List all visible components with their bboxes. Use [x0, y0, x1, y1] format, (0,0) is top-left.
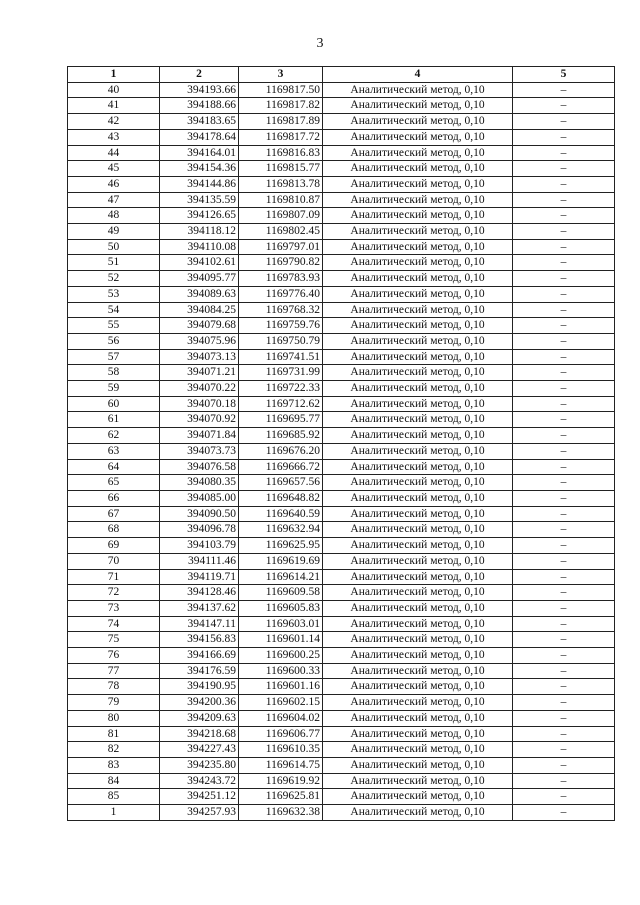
note-cell: –: [513, 192, 615, 208]
point-number-cell: 83: [68, 757, 160, 773]
method-cell: Аналитический метод, 0,10: [323, 538, 513, 554]
point-number-cell: 73: [68, 600, 160, 616]
note-cell: –: [513, 475, 615, 491]
table-row: [68, 239, 615, 255]
point-number-cell: 45: [68, 161, 160, 177]
column-header: 5: [513, 67, 615, 83]
table-row: [68, 553, 615, 569]
y-coordinate-cell: 1169768.32: [239, 302, 323, 318]
table-row: [68, 695, 615, 711]
point-number-cell: 85: [68, 789, 160, 805]
table-row: [68, 475, 615, 491]
method-cell: Аналитический метод, 0,10: [323, 773, 513, 789]
x-coordinate-cell: 394166.69: [160, 648, 239, 664]
method-cell: Аналитический метод, 0,10: [323, 286, 513, 302]
x-coordinate-cell: 394070.22: [160, 381, 239, 397]
table-row: [68, 412, 615, 428]
x-coordinate-cell: 394119.71: [160, 569, 239, 585]
x-coordinate-cell: 394178.64: [160, 129, 239, 145]
table-row: [68, 161, 615, 177]
column-header: 3: [239, 67, 323, 83]
x-coordinate-cell: 394075.96: [160, 333, 239, 349]
method-cell: Аналитический метод, 0,10: [323, 695, 513, 711]
point-number-cell: 67: [68, 506, 160, 522]
y-coordinate-cell: 1169802.45: [239, 224, 323, 240]
x-coordinate-cell: 394176.59: [160, 663, 239, 679]
x-coordinate-cell: 394243.72: [160, 773, 239, 789]
column-header: 1: [68, 67, 160, 83]
note-cell: –: [513, 742, 615, 758]
note-cell: –: [513, 412, 615, 428]
note-cell: –: [513, 176, 615, 192]
method-cell: Аналитический метод, 0,10: [323, 632, 513, 648]
method-cell: Аналитический метод, 0,10: [323, 710, 513, 726]
x-coordinate-cell: 394090.50: [160, 506, 239, 522]
point-number-cell: 58: [68, 365, 160, 381]
y-coordinate-cell: 1169603.01: [239, 616, 323, 632]
point-number-cell: 47: [68, 192, 160, 208]
table-row: [68, 82, 615, 98]
note-cell: –: [513, 208, 615, 224]
x-coordinate-cell: 394128.46: [160, 585, 239, 601]
method-cell: Аналитический метод, 0,10: [323, 663, 513, 679]
table-row: [68, 789, 615, 805]
note-cell: –: [513, 114, 615, 130]
table-row: [68, 145, 615, 161]
table-row: [68, 663, 615, 679]
point-number-cell: 77: [68, 663, 160, 679]
y-coordinate-cell: 1169722.33: [239, 381, 323, 397]
table-row: [68, 333, 615, 349]
note-cell: –: [513, 506, 615, 522]
note-cell: –: [513, 679, 615, 695]
point-number-cell: 57: [68, 349, 160, 365]
point-number-cell: 75: [68, 632, 160, 648]
method-cell: Аналитический метод, 0,10: [323, 208, 513, 224]
y-coordinate-cell: 1169605.83: [239, 600, 323, 616]
point-number-cell: 63: [68, 443, 160, 459]
table-row: [68, 648, 615, 664]
y-coordinate-cell: 1169685.92: [239, 428, 323, 444]
x-coordinate-cell: 394235.80: [160, 757, 239, 773]
method-cell: Аналитический метод, 0,10: [323, 333, 513, 349]
method-cell: Аналитический метод, 0,10: [323, 490, 513, 506]
note-cell: –: [513, 302, 615, 318]
method-cell: Аналитический метод, 0,10: [323, 443, 513, 459]
point-number-cell: 70: [68, 553, 160, 569]
x-coordinate-cell: 394103.79: [160, 538, 239, 554]
method-cell: Аналитический метод, 0,10: [323, 616, 513, 632]
y-coordinate-cell: 1169632.38: [239, 805, 323, 821]
point-number-cell: 65: [68, 475, 160, 491]
x-coordinate-cell: 394135.59: [160, 192, 239, 208]
method-cell: Аналитический метод, 0,10: [323, 522, 513, 538]
method-cell: Аналитический метод, 0,10: [323, 192, 513, 208]
x-coordinate-cell: 394080.35: [160, 475, 239, 491]
method-cell: Аналитический метод, 0,10: [323, 428, 513, 444]
note-cell: –: [513, 365, 615, 381]
point-number-cell: 52: [68, 271, 160, 287]
y-coordinate-cell: 1169606.77: [239, 726, 323, 742]
method-cell: Аналитический метод, 0,10: [323, 161, 513, 177]
table-row: [68, 381, 615, 397]
point-number-cell: 66: [68, 490, 160, 506]
x-coordinate-cell: 394227.43: [160, 742, 239, 758]
point-number-cell: 69: [68, 538, 160, 554]
table-row: [68, 428, 615, 444]
method-cell: Аналитический метод, 0,10: [323, 648, 513, 664]
x-coordinate-cell: 394084.25: [160, 302, 239, 318]
point-number-cell: 54: [68, 302, 160, 318]
point-number-cell: 71: [68, 569, 160, 585]
method-cell: Аналитический метод, 0,10: [323, 726, 513, 742]
x-coordinate-cell: 394070.18: [160, 396, 239, 412]
coordinates-table: [67, 66, 615, 821]
point-number-cell: 60: [68, 396, 160, 412]
table-row: [68, 805, 615, 821]
method-cell: Аналитический метод, 0,10: [323, 585, 513, 601]
y-coordinate-cell: 1169813.78: [239, 176, 323, 192]
note-cell: –: [513, 459, 615, 475]
y-coordinate-cell: 1169625.95: [239, 538, 323, 554]
x-coordinate-cell: 394118.12: [160, 224, 239, 240]
point-number-cell: 68: [68, 522, 160, 538]
table-row: [68, 129, 615, 145]
table-row: [68, 600, 615, 616]
x-coordinate-cell: 394154.36: [160, 161, 239, 177]
note-cell: –: [513, 145, 615, 161]
y-coordinate-cell: 1169817.72: [239, 129, 323, 145]
method-cell: Аналитический метод, 0,10: [323, 805, 513, 821]
point-number-cell: 79: [68, 695, 160, 711]
method-cell: Аналитический метод, 0,10: [323, 271, 513, 287]
x-coordinate-cell: 394218.68: [160, 726, 239, 742]
method-cell: Аналитический метод, 0,10: [323, 145, 513, 161]
point-number-cell: 55: [68, 318, 160, 334]
y-coordinate-cell: 1169648.82: [239, 490, 323, 506]
table-row: [68, 208, 615, 224]
y-coordinate-cell: 1169632.94: [239, 522, 323, 538]
method-cell: Аналитический метод, 0,10: [323, 789, 513, 805]
point-number-cell: 81: [68, 726, 160, 742]
method-cell: Аналитический метод, 0,10: [323, 349, 513, 365]
y-coordinate-cell: 1169817.50: [239, 82, 323, 98]
method-cell: Аналитический метод, 0,10: [323, 553, 513, 569]
method-cell: Аналитический метод, 0,10: [323, 679, 513, 695]
y-coordinate-cell: 1169783.93: [239, 271, 323, 287]
table-row: [68, 710, 615, 726]
table-row: [68, 726, 615, 742]
y-coordinate-cell: 1169602.15: [239, 695, 323, 711]
x-coordinate-cell: 394209.63: [160, 710, 239, 726]
table-row: [68, 742, 615, 758]
note-cell: –: [513, 271, 615, 287]
y-coordinate-cell: 1169600.25: [239, 648, 323, 664]
method-cell: Аналитический метод, 0,10: [323, 318, 513, 334]
table-row: [68, 349, 615, 365]
method-cell: Аналитический метод, 0,10: [323, 381, 513, 397]
point-number-cell: 61: [68, 412, 160, 428]
table-row: [68, 443, 615, 459]
x-coordinate-cell: 394137.62: [160, 600, 239, 616]
note-cell: –: [513, 695, 615, 711]
method-cell: Аналитический метод, 0,10: [323, 396, 513, 412]
note-cell: –: [513, 349, 615, 365]
method-cell: Аналитический метод, 0,10: [323, 600, 513, 616]
note-cell: –: [513, 381, 615, 397]
table-row: [68, 522, 615, 538]
point-number-cell: 49: [68, 224, 160, 240]
note-cell: –: [513, 286, 615, 302]
x-coordinate-cell: 394111.46: [160, 553, 239, 569]
x-coordinate-cell: 394076.58: [160, 459, 239, 475]
y-coordinate-cell: 1169797.01: [239, 239, 323, 255]
y-coordinate-cell: 1169600.33: [239, 663, 323, 679]
method-cell: Аналитический метод, 0,10: [323, 757, 513, 773]
method-cell: Аналитический метод, 0,10: [323, 459, 513, 475]
note-cell: –: [513, 663, 615, 679]
point-number-cell: 76: [68, 648, 160, 664]
table-row: [68, 302, 615, 318]
x-coordinate-cell: 394200.36: [160, 695, 239, 711]
y-coordinate-cell: 1169619.69: [239, 553, 323, 569]
y-coordinate-cell: 1169712.62: [239, 396, 323, 412]
point-number-cell: 74: [68, 616, 160, 632]
method-cell: Аналитический метод, 0,10: [323, 176, 513, 192]
table-body: [68, 82, 615, 820]
x-coordinate-cell: 394251.12: [160, 789, 239, 805]
note-cell: –: [513, 82, 615, 98]
x-coordinate-cell: 394183.65: [160, 114, 239, 130]
x-coordinate-cell: 394147.11: [160, 616, 239, 632]
x-coordinate-cell: 394085.00: [160, 490, 239, 506]
y-coordinate-cell: 1169609.58: [239, 585, 323, 601]
y-coordinate-cell: 1169790.82: [239, 255, 323, 271]
method-cell: Аналитический метод, 0,10: [323, 412, 513, 428]
note-cell: –: [513, 538, 615, 554]
point-number-cell: 62: [68, 428, 160, 444]
table-row: [68, 114, 615, 130]
x-coordinate-cell: 394156.83: [160, 632, 239, 648]
column-header: 4: [323, 67, 513, 83]
point-number-cell: 42: [68, 114, 160, 130]
point-number-cell: 78: [68, 679, 160, 695]
method-cell: Аналитический метод, 0,10: [323, 224, 513, 240]
table-row: [68, 396, 615, 412]
x-coordinate-cell: 394071.21: [160, 365, 239, 381]
y-coordinate-cell: 1169640.59: [239, 506, 323, 522]
point-number-cell: 46: [68, 176, 160, 192]
x-coordinate-cell: 394073.13: [160, 349, 239, 365]
page-number: 3: [316, 36, 324, 51]
note-cell: –: [513, 224, 615, 240]
point-number-cell: 41: [68, 98, 160, 114]
method-cell: Аналитический метод, 0,10: [323, 239, 513, 255]
method-cell: Аналитический метод, 0,10: [323, 506, 513, 522]
point-number-cell: 80: [68, 710, 160, 726]
note-cell: –: [513, 616, 615, 632]
y-coordinate-cell: 1169614.75: [239, 757, 323, 773]
point-number-cell: 43: [68, 129, 160, 145]
table-row: [68, 632, 615, 648]
table-row: [68, 365, 615, 381]
method-cell: Аналитический метод, 0,10: [323, 302, 513, 318]
note-cell: –: [513, 553, 615, 569]
x-coordinate-cell: 394089.63: [160, 286, 239, 302]
note-cell: –: [513, 710, 615, 726]
x-coordinate-cell: 394102.61: [160, 255, 239, 271]
y-coordinate-cell: 1169619.92: [239, 773, 323, 789]
table-header-row: [68, 67, 615, 83]
y-coordinate-cell: 1169625.81: [239, 789, 323, 805]
x-coordinate-cell: 394257.93: [160, 805, 239, 821]
note-cell: –: [513, 428, 615, 444]
x-coordinate-cell: 394096.78: [160, 522, 239, 538]
note-cell: –: [513, 569, 615, 585]
table-row: [68, 679, 615, 695]
note-cell: –: [513, 522, 615, 538]
y-coordinate-cell: 1169817.89: [239, 114, 323, 130]
note-cell: –: [513, 648, 615, 664]
method-cell: Аналитический метод, 0,10: [323, 569, 513, 585]
y-coordinate-cell: 1169610.35: [239, 742, 323, 758]
point-number-cell: 1: [68, 805, 160, 821]
x-coordinate-cell: 394126.65: [160, 208, 239, 224]
x-coordinate-cell: 394095.77: [160, 271, 239, 287]
table-row: [68, 224, 615, 240]
method-cell: Аналитический метод, 0,10: [323, 365, 513, 381]
table-row: [68, 176, 615, 192]
y-coordinate-cell: 1169810.87: [239, 192, 323, 208]
y-coordinate-cell: 1169604.02: [239, 710, 323, 726]
note-cell: –: [513, 318, 615, 334]
point-number-cell: 72: [68, 585, 160, 601]
note-cell: –: [513, 443, 615, 459]
table-row: [68, 585, 615, 601]
column-header: 2: [160, 67, 239, 83]
y-coordinate-cell: 1169776.40: [239, 286, 323, 302]
table-row: [68, 757, 615, 773]
method-cell: Аналитический метод, 0,10: [323, 255, 513, 271]
note-cell: –: [513, 726, 615, 742]
note-cell: –: [513, 600, 615, 616]
y-coordinate-cell: 1169741.51: [239, 349, 323, 365]
point-number-cell: 59: [68, 381, 160, 397]
x-coordinate-cell: 394073.73: [160, 443, 239, 459]
y-coordinate-cell: 1169816.83: [239, 145, 323, 161]
point-number-cell: 56: [68, 333, 160, 349]
method-cell: Аналитический метод, 0,10: [323, 742, 513, 758]
table-row: [68, 459, 615, 475]
note-cell: –: [513, 632, 615, 648]
note-cell: –: [513, 789, 615, 805]
table-row: [68, 192, 615, 208]
table-row: [68, 271, 615, 287]
table-row: [68, 286, 615, 302]
x-coordinate-cell: 394070.92: [160, 412, 239, 428]
table-row: [68, 318, 615, 334]
y-coordinate-cell: 1169815.77: [239, 161, 323, 177]
y-coordinate-cell: 1169676.20: [239, 443, 323, 459]
point-number-cell: 51: [68, 255, 160, 271]
method-cell: Аналитический метод, 0,10: [323, 114, 513, 130]
table-row: [68, 255, 615, 271]
x-coordinate-cell: 394144.86: [160, 176, 239, 192]
point-number-cell: 50: [68, 239, 160, 255]
y-coordinate-cell: 1169666.72: [239, 459, 323, 475]
table-row: [68, 506, 615, 522]
x-coordinate-cell: 394193.66: [160, 82, 239, 98]
y-coordinate-cell: 1169817.82: [239, 98, 323, 114]
y-coordinate-cell: 1169750.79: [239, 333, 323, 349]
note-cell: –: [513, 239, 615, 255]
x-coordinate-cell: 394190.95: [160, 679, 239, 695]
y-coordinate-cell: 1169759.76: [239, 318, 323, 334]
note-cell: –: [513, 805, 615, 821]
y-coordinate-cell: 1169807.09: [239, 208, 323, 224]
note-cell: –: [513, 585, 615, 601]
point-number-cell: 40: [68, 82, 160, 98]
note-cell: –: [513, 757, 615, 773]
y-coordinate-cell: 1169601.14: [239, 632, 323, 648]
point-number-cell: 44: [68, 145, 160, 161]
method-cell: Аналитический метод, 0,10: [323, 475, 513, 491]
note-cell: –: [513, 161, 615, 177]
y-coordinate-cell: 1169614.21: [239, 569, 323, 585]
note-cell: –: [513, 773, 615, 789]
point-number-cell: 48: [68, 208, 160, 224]
x-coordinate-cell: 394110.08: [160, 239, 239, 255]
x-coordinate-cell: 394188.66: [160, 98, 239, 114]
method-cell: Аналитический метод, 0,10: [323, 82, 513, 98]
method-cell: Аналитический метод, 0,10: [323, 129, 513, 145]
table-row: [68, 773, 615, 789]
table-row: [68, 490, 615, 506]
note-cell: –: [513, 396, 615, 412]
y-coordinate-cell: 1169731.99: [239, 365, 323, 381]
y-coordinate-cell: 1169695.77: [239, 412, 323, 428]
y-coordinate-cell: 1169601.16: [239, 679, 323, 695]
y-coordinate-cell: 1169657.56: [239, 475, 323, 491]
method-cell: Аналитический метод, 0,10: [323, 98, 513, 114]
note-cell: –: [513, 490, 615, 506]
note-cell: –: [513, 255, 615, 271]
table-row: [68, 98, 615, 114]
point-number-cell: 84: [68, 773, 160, 789]
note-cell: –: [513, 98, 615, 114]
note-cell: –: [513, 129, 615, 145]
table-row: [68, 616, 615, 632]
x-coordinate-cell: 394071.84: [160, 428, 239, 444]
x-coordinate-cell: 394079.68: [160, 318, 239, 334]
point-number-cell: 53: [68, 286, 160, 302]
table-row: [68, 569, 615, 585]
point-number-cell: 82: [68, 742, 160, 758]
table-row: [68, 538, 615, 554]
point-number-cell: 64: [68, 459, 160, 475]
note-cell: –: [513, 333, 615, 349]
x-coordinate-cell: 394164.01: [160, 145, 239, 161]
